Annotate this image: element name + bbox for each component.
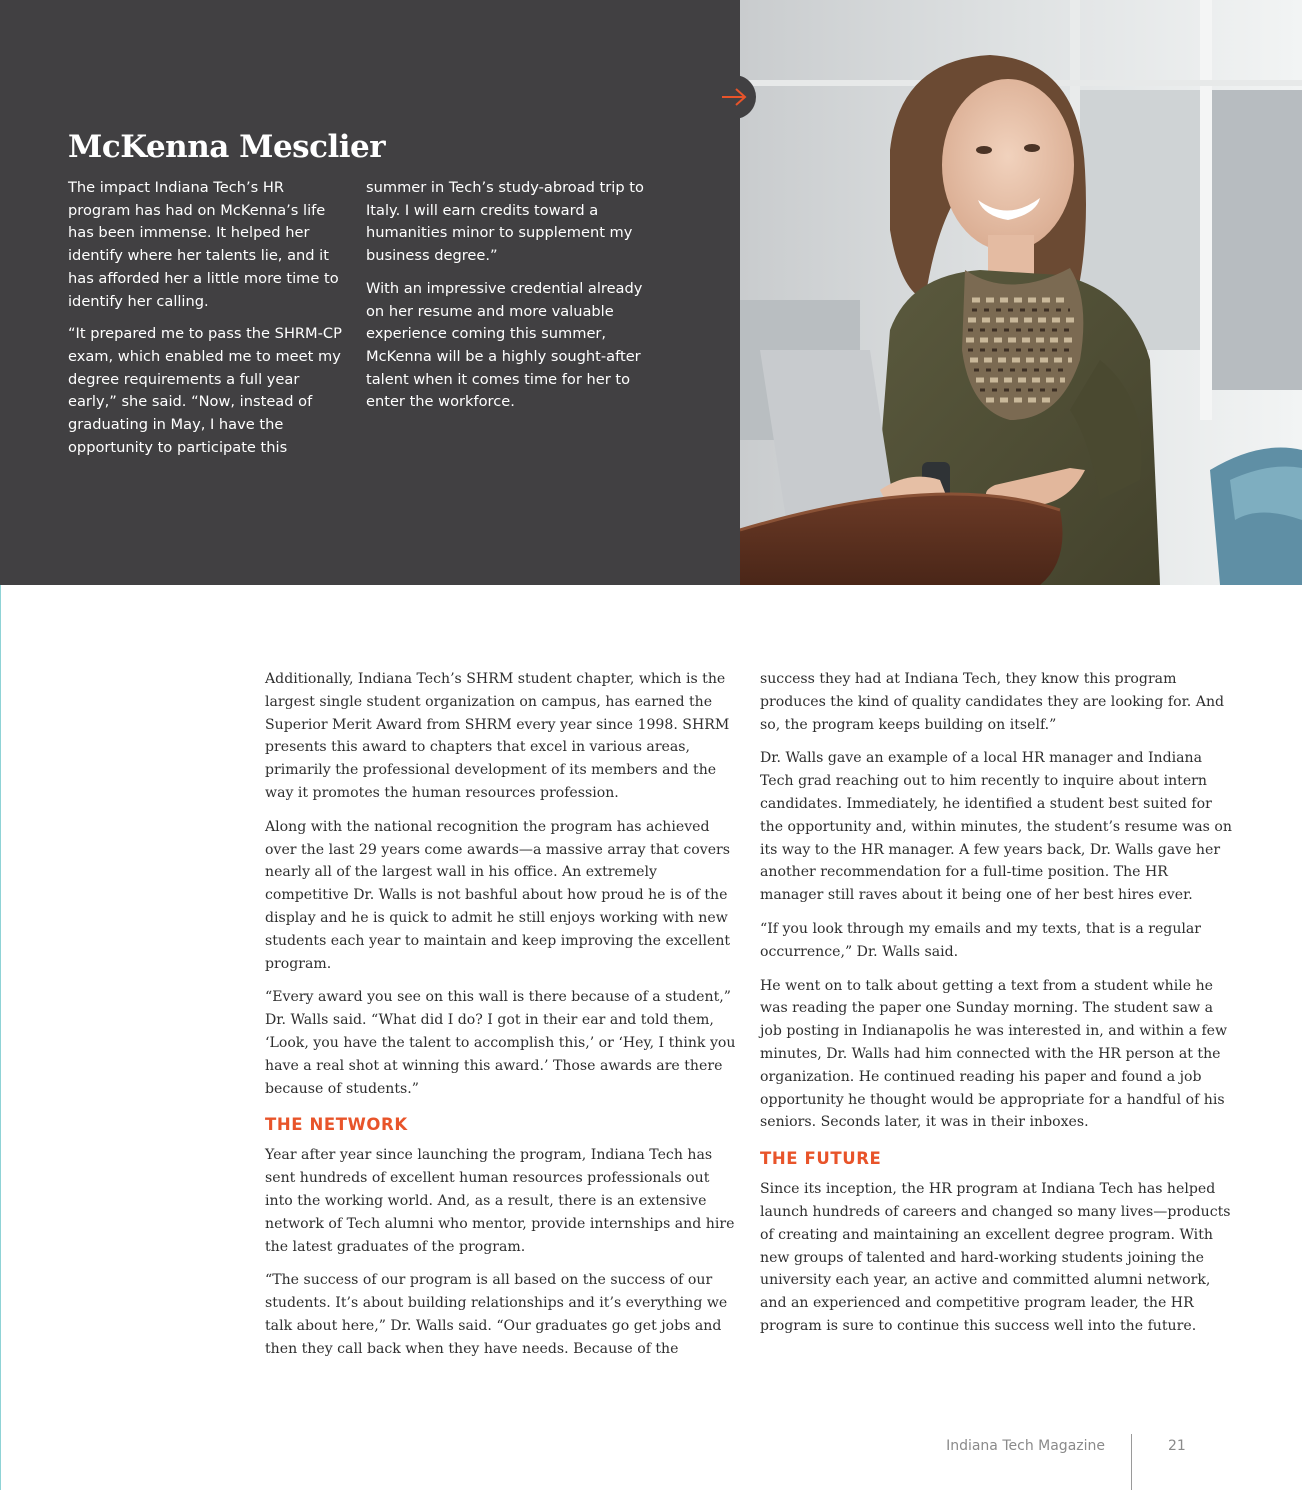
profile-paragraph: With an impressive credential already on her resume and more valuable experience coming this summer, McKenna will be a highly sought-after talent when it comes time for her to enter the workforce.: [366, 279, 643, 411]
article-paragraph: Since its inception, the HR program at Indiana Tech has helped launch hundreds of careers and changed so many lives—products of creating and maintaining an excellent degree program. With new groups of talented and hard-working students joining the university each year, an active and committed alumni network, and an experienced and competitive program leader, the HR program is sure to continue this success well into the future.: [760, 1181, 1231, 1334]
arrow-right-icon: [720, 87, 748, 107]
page-number: 21: [1168, 1438, 1186, 1454]
article-paragraph: He went on to talk about getting a text from a student while he was reading the paper one Sunday morning. The student saw a job posting in Indianapolis he was interested in, and within a few minutes, Dr. Walls had him connected with the HR person at the organization. He continued reading his paper and found a job opportunity he thought would be appropriate for a handful of his seniors. Seconds later, it was in their inboxes.: [760, 977, 1228, 1131]
footer-divider: [1131, 1434, 1132, 1490]
article-paragraph: success they had at Indiana Tech, they know this program produces the kind of quality candidates they are looking for. And so, the program keeps building on itself.”: [760, 671, 1225, 733]
article-column-2: [760, 668, 1232, 1349]
section-heading-future: THE FUTURE: [760, 1149, 882, 1169]
profile-paragraph: “It prepared me to pass the SHRM-CP exam, which enabled me to meet my degree requirements a full year early,” she said. “Now, instead of graduating in May, I have the opportunity to participate this: [68, 325, 342, 456]
article-column-1: [265, 668, 737, 1372]
student-photo: [740, 0, 1302, 585]
page-edge-rule: [0, 585, 1, 1490]
article-paragraph: “Every award you see on this wall is there because of a student,” Dr. Walls said. “What did I do? I got in their ear and told them, ‘Look, you have the talent to accomplish this,’ or ‘Hey, I think you have a real shot at winning this award.’ Those awards are there because of students.”: [265, 989, 736, 1097]
article-paragraph: “If you look through my emails and my texts, that is a regular occurrence,” Dr. Walls said.: [760, 920, 1202, 960]
article-paragraph: Along with the national recognition the program has achieved over the last 29 years come awards—a massive array that covers nearly all of the largest wall in his office. An extremely competitive Dr. Walls is not bashful about how proud he is of the display and he is quick to admit he still enjoys working with new students each year to maintain and keep improving the excellent program.: [265, 818, 731, 972]
article-paragraph: Dr. Walls gave an example of a local HR manager and Indiana Tech grad reaching out to him recently to inquire about intern candidates. Immediately, he identified a student best suited for the opportunity and, within minutes, the student’s resume was on its way to the HR manager. A few years back, Dr. Walls gave her another recommendation for a full-time position. The HR manager still raves about it being one of her best hires ever.: [760, 750, 1232, 904]
profile-column-1: [68, 177, 348, 469]
footer-magazine-title: Indiana Tech Magazine: [946, 1438, 1105, 1454]
profile-paragraph: The impact Indiana Tech’s HR program has had on McKenna’s life has been immense. It helped her identify where her talents lie, and it has afforded her a little more time to identify her calling.: [68, 179, 339, 310]
section-heading-network: THE NETWORK: [265, 1115, 408, 1135]
article-paragraph: “The success of our program is all based on the success of our students. It’s about building relationships and it’s everything we talk about here,” Dr. Walls said. “Our graduates go get jobs and then they call back when they have needs. Because of the: [265, 1272, 728, 1357]
profile-column-2: [366, 177, 646, 424]
article-paragraph: Year after year since launching the program, Indiana Tech has sent hundreds of excellent human resources professionals out into the working world. And, as a result, there is an extensive network of Tech alumni who mentor, provide internships and hire the latest graduates of the program.: [265, 1147, 735, 1255]
profile-name: McKenna Mesclier: [68, 129, 386, 165]
article-paragraph: Additionally, Indiana Tech’s SHRM student chapter, which is the largest single student organization on campus, has earned the Superior Merit Award from SHRM every year since 1998. SHRM presents this award to chapters that excel in various areas, primarily the professional development of its members and the way it promotes the human resources profession.: [265, 671, 730, 801]
profile-paragraph: summer in Tech’s study-abroad trip to Italy. I will earn credits toward a humanities minor to supplement my business degree.”: [366, 179, 644, 265]
profile-sidebar: [0, 0, 740, 585]
